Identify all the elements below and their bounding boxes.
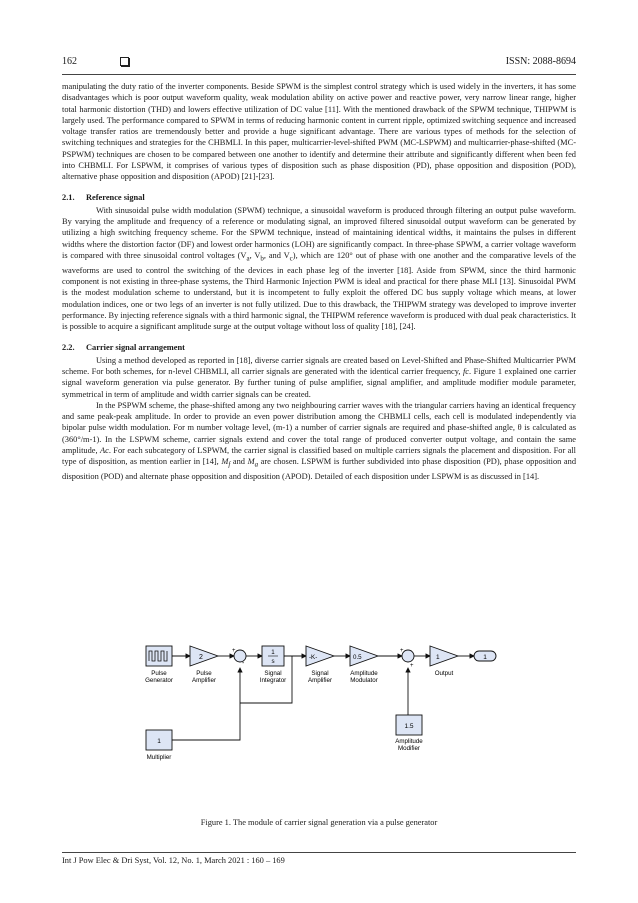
subscript: a [246, 254, 250, 263]
page-header [62, 56, 576, 72]
sign-label: + [400, 648, 404, 654]
section-title: Reference signal [86, 192, 145, 202]
footer-rule [62, 852, 576, 853]
signal-integrator-block [260, 646, 286, 684]
output-gain-block [430, 646, 458, 677]
italic-symbol: M [247, 457, 255, 467]
gain-value: 2 [199, 654, 203, 661]
simulink-block-diagram [138, 643, 516, 761]
sign-label: + [410, 663, 414, 669]
section-2-1-paragraph [62, 205, 576, 333]
amplitude-modulator-block [350, 646, 378, 684]
text-run: Using a method developed as reported in [18], diverse carrier signals are created based on Level-Shifted and Phase-Shifted Multicarrier PWM scheme. For both schemes, for n-level CHBMLI, all carrier signals are generated with the identical carrier frequency, [62, 355, 576, 376]
pulse-amplifier-block [190, 646, 218, 684]
text-run: ), which are 120° out of phase with one another and the comparative levels of the waveforms are used to control the switching of the devices in each phase leg of the inverter [18]. Aside from SPWM, since the third harmonic component is not existing in three-phase systems, the Third Harmonic Injection PWM is ideal and practical for there phase MLI [13]. Sinusoidal PWM is the modest modulation scheme to understand, but it is incompetent to fully exploit the offered DC bus supply voltage which means, at lower modulation indices, one or two legs of an inverter is not fully utilized. Due to this drawback, the THIPWM strategy was developed to improve inverter performance. By injecting reference signals with a third harmonic signal, the THIPWM reference waveform is produced with dual peak characteristics. It is possible to acquire a significant amplitude surge at the output voltage without loss of quality [18], [24]. [62, 250, 577, 332]
subscript: c [289, 254, 293, 263]
block-label: Signal [264, 670, 282, 677]
sign-label: - [242, 660, 245, 667]
amplitude-modifier-block [395, 715, 423, 752]
subscript: a [254, 460, 259, 469]
block-label: Amplitude [395, 738, 423, 745]
body-text [62, 81, 576, 483]
section-2-2-paragraph-2 [62, 400, 576, 483]
text-run: , and V [263, 250, 290, 260]
sum-block-1 [232, 648, 246, 667]
constant-value: 1 [157, 738, 161, 745]
block-label: Multiplier [146, 754, 172, 761]
sum-block-2 [400, 648, 414, 669]
journal-citation: Int J Pow Elec & Dri Syst, Vol. 12, No. 1, March 2021 : 160 – 169 [62, 856, 285, 865]
header-rule [62, 74, 576, 75]
gain-value: 0.5 [353, 654, 362, 661]
transfer-denominator: s [271, 658, 275, 665]
italic-symbol: fc [462, 366, 469, 376]
subscript: f [228, 460, 231, 469]
block-label: Modifier [397, 745, 421, 752]
issn-label: ISSN: 2088-8694 [505, 56, 576, 67]
text-run: , V [249, 250, 261, 260]
block-label: Amplitude [350, 670, 378, 677]
port-number: 1 [483, 654, 487, 661]
block-label: Modulator [350, 677, 378, 684]
italic-symbol: Ac [99, 445, 109, 455]
block-label: Generator [145, 677, 173, 684]
text-run: and [230, 457, 248, 467]
pulse-waveform-icon [149, 651, 167, 661]
multiplier-block [146, 730, 172, 761]
block-label: Pulse [151, 670, 167, 677]
gain-value: -K- [309, 654, 318, 661]
text-run: are chosen. LSPWM is further subdivided into phase disposition (PD), phase opposition and disposition (POD) and alternate phase opposition and disposition (APOD). Detailed of each disposition under LSPWM is as discussed in [14]. [62, 457, 577, 482]
italic-symbol: M [221, 457, 229, 467]
pulse-generator-block [145, 646, 173, 684]
text-run: . Figure 1 explained one carrier signal waveform generation via pulse generator. By further tuning of pulse amplifier, signal amplifier, and amplitude modifier module parameter, symmetrical in term of amplitude and width carrier signals can be created. [62, 366, 576, 399]
intro-paragraph: manipulating the duty ratio of the inverter components. Beside SPWM is the simplest control strategy which is used widely in the inverters, it has some disadvantages which is poor output waveform quality, weak modulation ability on active power and reactive power, very narrow linear range, higher total harmonic distortion (THD) and lowers effective utilization of DC value [11]. With the mentioned drawback of the SPWM technique, THIPWM is largely used. The performance compared to SPWM in terms of reducing harmonic content in current ripple, optimized switching sequence and increased voltage transfer ratios are tremendously better and provide a huge significant advantage. There are various types of methods for the selection of switching techniques and strategies for the CHBMLI. In this paper, multicarrier-level-shifted PWM (MC-LSPWM) and multicarrier-phase-shifted (MC-PSPWM) techniques are chosen to be compared between one another to identify and determine their attribute and significantly different when been fed into CHBMLI. For LSPWM, it comprises of various types of disposition such as phase disposition (PD), phase opposition and disposition (POD), alternative phase opposition and disposition (APOD) [21]-[23]. [62, 82, 576, 182]
section-number: 2.2. [62, 342, 75, 352]
section-heading-2-2 [62, 342, 576, 353]
block-label: Output [434, 670, 454, 677]
section-number: 2.1. [62, 192, 75, 202]
outport-block [474, 651, 496, 661]
block-label: Pulse [196, 670, 212, 677]
section-title: Carrier signal arrangement [86, 342, 185, 352]
constant-value: 1.5 [404, 723, 414, 730]
square-bullet-icon [120, 57, 129, 66]
gain-value: 1 [436, 654, 440, 661]
transfer-numerator: 1 [271, 649, 275, 656]
block-label: Amplifier [191, 677, 217, 684]
text-run: . For each subcategory of LSPWM, the carrier signal is classified based on multiple carriers signals the placement and disposition. For all type of disposition, as mention earlier in [14], [62, 445, 576, 467]
section-heading-2-1 [62, 192, 576, 203]
block-label: Integrator [259, 677, 287, 684]
block-label: Signal [311, 670, 329, 677]
block-label: Amplifier [307, 677, 333, 684]
text-run: In the PSPWM scheme, the phase-shifted among any two neighbouring carrier waves with the triangular carriers having an identical frequency and same peak-peak amplitude. In order to provide an even power distribution among the CHBMLI cells, each cell is modulated independently via bipolar pulse width modulation. For m number voltage level, (m-1) a number of carrier signals are required and phase-shifted angle, θ is calculated as (360°/m-1). In the LSPWM scheme, carrier signals extend and cover the total range of produced converter output voltage, and contain the same amplitude, [62, 400, 576, 455]
subscript: b [260, 254, 264, 263]
page-number: 162 [62, 56, 77, 67]
figure-caption: Figure 1. The module of carrier signal generation via a pulse generator [200, 818, 438, 827]
signal-amplifier-block [306, 646, 334, 684]
sign-label: + [232, 648, 236, 654]
text-run: With sinusoidal pulse width modulation (SPWM) technique, a sinusoidal waveform is produced through filtering an output pulse waveform. By varying the amplitude and frequency of a reference or modulating signal, an improved filtered sinusoidal output waveform can be generated by utilizing a high switching frequency scheme. For the SPWM technique, instead of maintaining identical widths, it maintains the pulses in different widths where the distortion factor (DF) and lowest order harmonics (LOH) are significantly compact. In three-phase SPWM, a carrier voltage waveform is compared with three sinusoidal control voltages (V [62, 205, 576, 260]
section-2-2-paragraph-1 [62, 355, 576, 400]
